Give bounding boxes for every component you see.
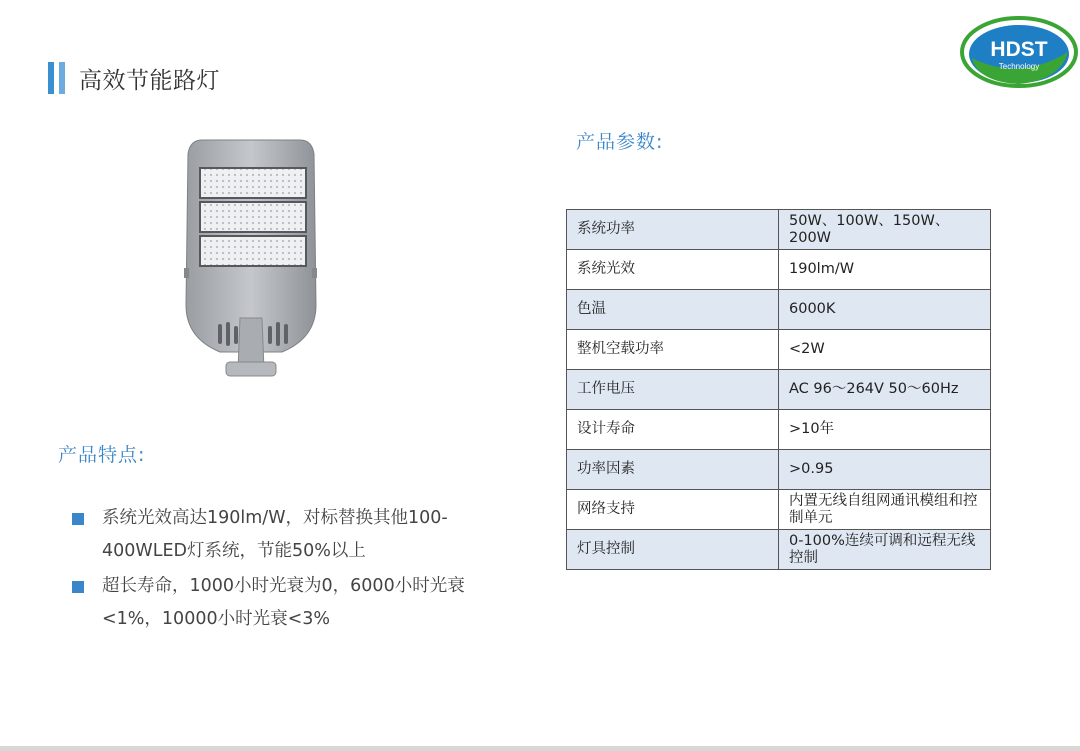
params-heading: 产品参数: [576, 131, 664, 153]
feature-text: 超长寿命，1000小时光衰为0，6000小时光衰<1%，10000小时光衰<3% [102, 576, 465, 629]
title-accent-icon [48, 62, 65, 94]
page-title: 高效节能路灯 [79, 67, 220, 94]
param-value: >0.95 [779, 450, 991, 490]
page-title-bar [48, 62, 220, 94]
param-value: 内置无线自组网通讯模组和控制单元 [779, 490, 991, 530]
logo-tagline: Technology [998, 62, 1040, 71]
param-key: 色温 [567, 290, 779, 330]
param-key: 系统光效 [567, 250, 779, 290]
param-value: <2W [779, 330, 991, 370]
param-key: 工作电压 [567, 370, 779, 410]
table-row [567, 290, 991, 330]
features-list [70, 502, 510, 638]
table-row [567, 410, 991, 450]
hdst-logo [960, 16, 1078, 88]
param-value: 190lm/W [779, 250, 991, 290]
square-bullet-icon [72, 581, 84, 593]
param-value: >10年 [779, 410, 991, 450]
street-lamp-image [160, 130, 340, 390]
table-row [567, 370, 991, 410]
table-row [567, 490, 991, 530]
logo-name: HDST [990, 38, 1048, 61]
table-row [567, 530, 991, 570]
square-bullet-icon [72, 513, 84, 525]
table-row [567, 210, 991, 250]
param-key: 设计寿命 [567, 410, 779, 450]
params-table [566, 209, 991, 570]
param-value: 0-100%连续可调和远程无线控制 [779, 530, 991, 570]
param-key: 整机空载功率 [567, 330, 779, 370]
list-item [70, 570, 510, 636]
param-value: 6000K [779, 290, 991, 330]
feature-text: 系统光效高达190lm/W，对标替换其他100-400WLED灯系统，节能50%以上 [102, 508, 448, 561]
param-key: 网络支持 [567, 490, 779, 530]
param-key: 灯具控制 [567, 530, 779, 570]
param-value: 50W、100W、150W、200W [779, 210, 991, 250]
features-heading: 产品特点: [58, 444, 146, 466]
bottom-divider [0, 746, 1080, 751]
list-item [70, 502, 510, 568]
table-row [567, 450, 991, 490]
table-row [567, 250, 991, 290]
param-key: 功率因素 [567, 450, 779, 490]
param-value: AC 96～264V 50～60Hz [779, 370, 991, 410]
table-row [567, 330, 991, 370]
param-key: 系统功率 [567, 210, 779, 250]
